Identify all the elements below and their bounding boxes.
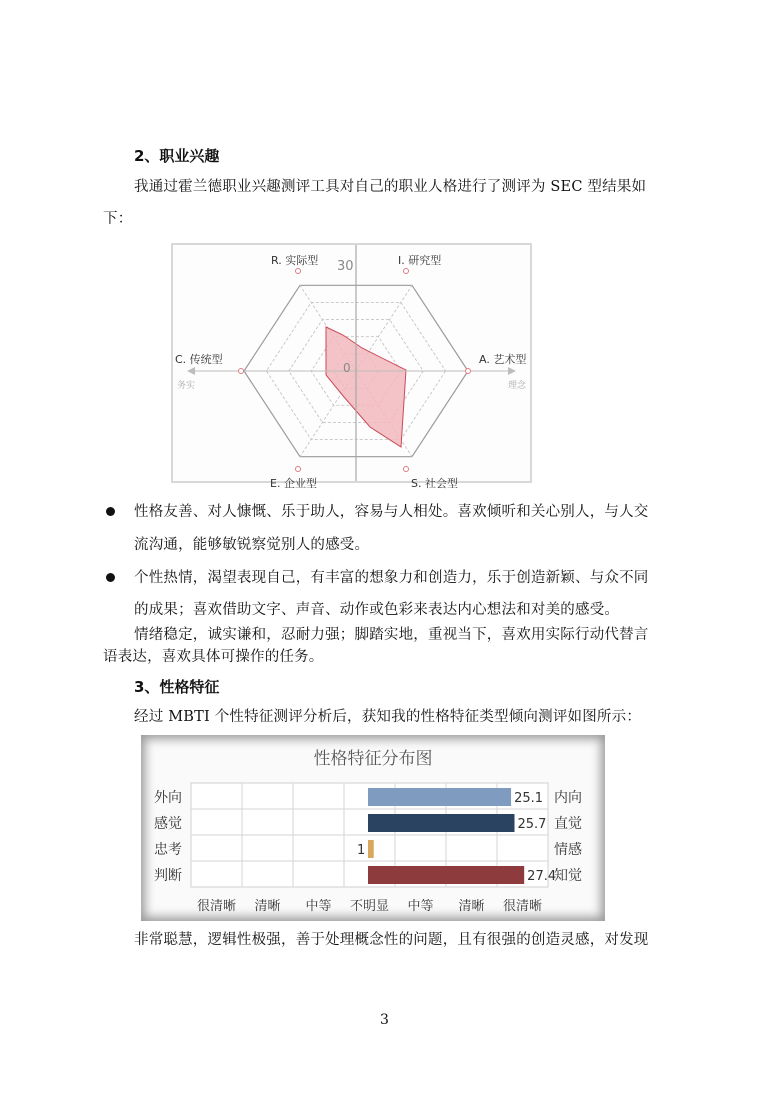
section-2-intro-line1: 我通过霍兰德职业兴趣测评工具对自己的职业人格进行了测评为 SEC 型结果如 [134,179,647,195]
bar-value-label: 1 [357,843,366,858]
row-right-label: 直觉 [554,816,582,832]
bullet-2-line2: 的成果；喜欢借助文字、声音、动作或色彩来表达内心想法和对美的感受。 [134,602,620,618]
bullet-1-line1: 性格友善、对人慷慨、乐于助人，容易与人相处。喜欢倾听和关心别人，与人交 [134,504,649,520]
right-arrow-icon [508,367,516,375]
bullet-1-line2: 流沟通，能够敏锐察觉别人的感受。 [134,537,370,553]
chart-title: 性格特征分布图 [313,749,433,769]
bar-2 [368,840,374,858]
row-left-label: 判断 [154,868,182,884]
vertex-marker-a [466,369,471,374]
bottom-scale-label: 清晰 [458,899,485,914]
bar-3 [368,866,524,884]
vertex-marker-i [404,269,409,274]
bottom-scale-label: 清晰 [254,899,281,914]
axis-max-label: 30 [337,259,354,274]
bullet-2-line1: 个性热情，渴望表现自己，有丰富的想象力和创造力，乐于创造新颖、与众不同 [134,570,649,586]
label-enterprising: E. 企业型 [270,477,317,490]
chart-bottom-labels [197,898,542,914]
row-right-label: 知觉 [554,868,582,884]
label-conventional: C. 传统型 [175,353,223,366]
section-3-intro: 经过 MBTI 个性特征测评分析后，获知我的性格特征类型倾向测评如图所示： [134,709,642,725]
label-artistic: A. 艺术型 [479,353,527,366]
paragraph-conventional-line2: 语表达，喜欢具体可操作的任务。 [103,649,324,665]
row-left-label: 忠考 [154,842,182,858]
vertex-marker-c [239,369,244,374]
row-right-label: 情感 [554,842,582,858]
bullet-1-icon [106,507,115,516]
row-right-label: 内向 [554,790,582,806]
mbti-chart-figure [141,735,605,921]
paragraph-conventional-line1: 情绪稳定，诚实谦和，忍耐力强；脚踏实地，重视当下，喜欢用实际行动代替言 [134,627,649,643]
section-2-heading: 2、职业兴趣 [134,147,220,165]
label-social: S. 社会型 [411,477,458,490]
section-2-intro-line2: 下： [103,211,133,227]
row-left-label: 外向 [154,790,182,806]
vertex-marker-s [404,467,409,472]
vertex-marker-e [296,467,301,472]
bar-value-label: 25.1 [514,791,544,806]
bottom-scale-label: 中等 [407,899,434,914]
page-number: 3 [380,1012,389,1028]
bar-value-label: 25.7 [517,817,547,832]
bottom-scale-label: 不明显 [349,899,390,914]
bottom-scale-label: 很清晰 [196,899,237,914]
bar-value-label: 27.4 [527,869,557,884]
holland-radar-figure [171,243,532,490]
left-arrow-icon [187,367,195,375]
bar-1 [368,814,514,832]
mbti-bar-chart [141,735,605,921]
bottom-scale-label: 很清晰 [502,899,543,914]
radar-chart [173,245,530,490]
right-axis-label: 理念 [508,381,527,391]
bar-0 [368,788,511,806]
label-realistic: R. 实际型 [271,254,319,267]
left-axis-label: 务实 [177,381,196,391]
row-left-label: 感觉 [154,816,182,832]
bottom-scale-label: 中等 [305,899,332,914]
closing-line: 非常聪慧，逻辑性极强，善于处理概念性的问题，且有很强的创造灵感，对发现 [134,932,649,948]
label-investigative: I. 研究型 [398,254,442,267]
vertex-marker-r [296,269,301,274]
section-3-heading: 3、性格特征 [134,678,220,696]
radar-score-shape [326,327,406,447]
axis-zero-label: 0 [343,361,351,375]
bullet-2-icon [106,573,115,582]
